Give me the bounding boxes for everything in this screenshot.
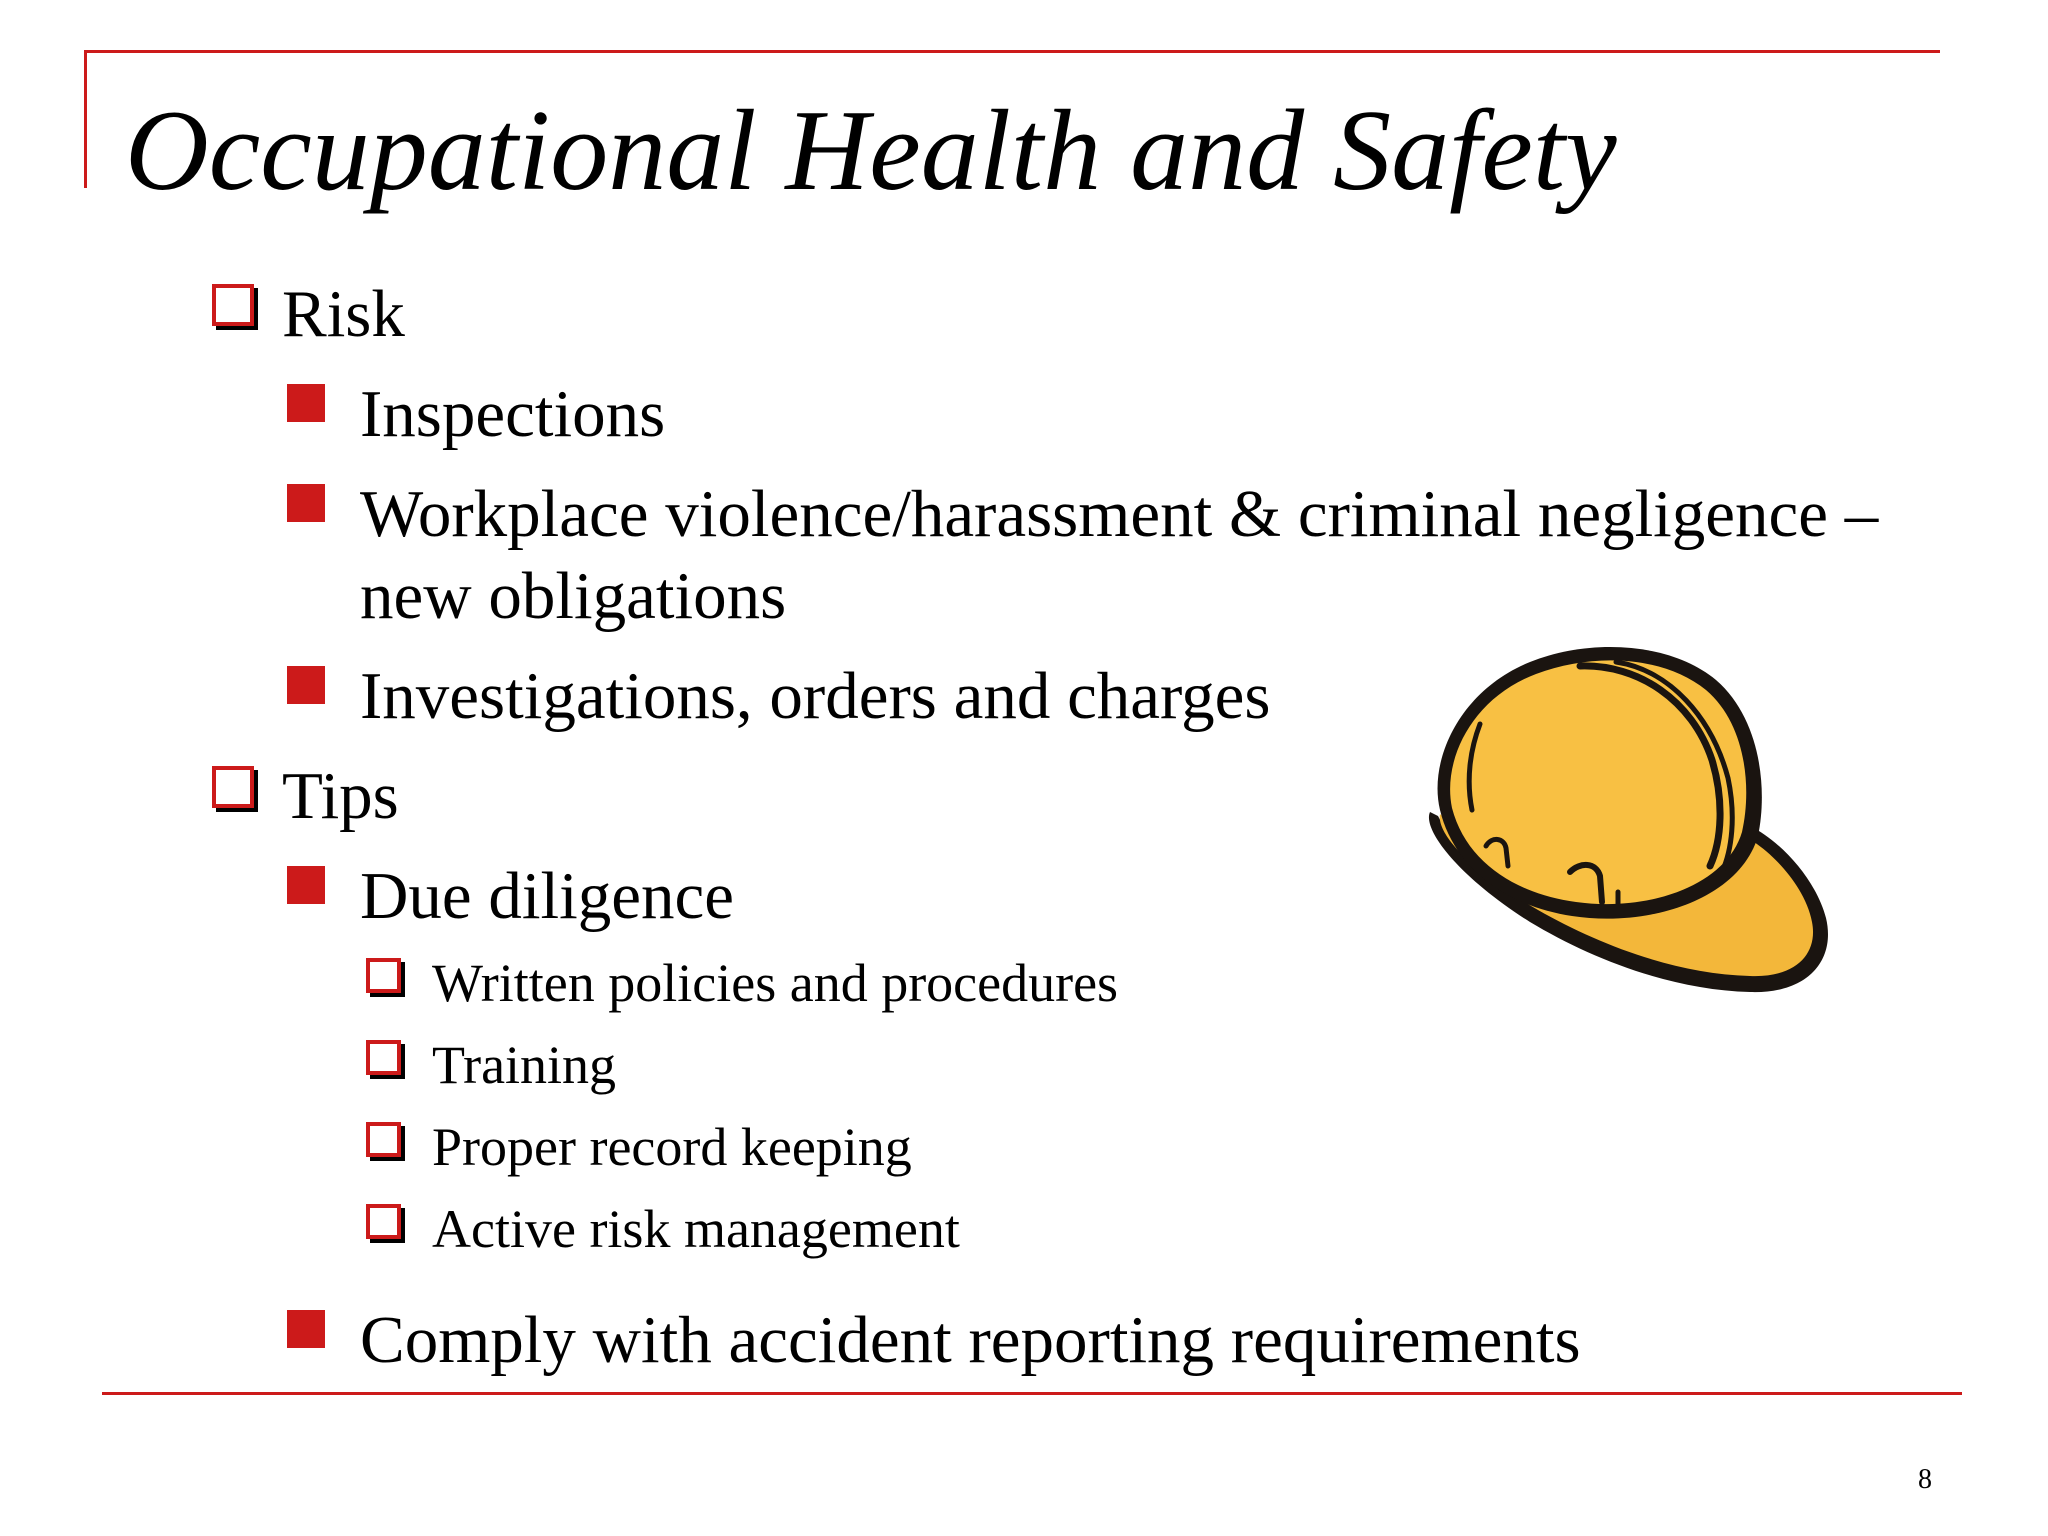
slide-title: Occupational Health and Safety <box>125 87 1617 215</box>
list-item-line-1: Workplace violence/harassment & criminal negligence – <box>360 477 1879 551</box>
sub-item-training: Training <box>432 1035 617 1095</box>
section-risk-label: Risk <box>282 277 405 351</box>
list-item-line-2: new obligations <box>360 558 787 633</box>
square-bullet-icon <box>287 666 325 704</box>
checkbox-bullet-icon <box>366 1040 401 1075</box>
left-border-line <box>84 50 87 188</box>
checkbox-bullet-icon <box>366 1122 401 1157</box>
checkbox-bullet-icon <box>212 284 254 326</box>
sub-item-risk-management: Active risk management <box>432 1199 960 1259</box>
list-item-workplace-violence <box>360 474 1878 637</box>
top-border-line <box>84 50 1940 53</box>
square-bullet-icon <box>287 384 325 422</box>
square-bullet-icon <box>287 1310 325 1348</box>
list-item-accident-reporting: Comply with accident reporting requirements <box>360 1303 1581 1377</box>
square-bullet-icon <box>287 866 325 904</box>
bottom-border-line <box>102 1392 1962 1395</box>
list-item-due-diligence: Due diligence <box>360 859 734 933</box>
list-item-investigations: Investigations, orders and charges <box>360 659 1271 733</box>
checkbox-bullet-icon <box>366 958 401 993</box>
hard-hat-icon <box>1420 640 1840 1012</box>
square-bullet-icon <box>287 484 325 522</box>
checkbox-bullet-icon <box>212 766 254 808</box>
sub-item-written-policies: Written policies and procedures <box>432 953 1119 1013</box>
list-item-inspections: Inspections <box>360 377 666 451</box>
page-number: 8 <box>1918 1464 1932 1495</box>
sub-item-record-keeping: Proper record keeping <box>432 1117 912 1177</box>
checkbox-bullet-icon <box>366 1204 401 1239</box>
section-tips-label: Tips <box>282 759 399 833</box>
